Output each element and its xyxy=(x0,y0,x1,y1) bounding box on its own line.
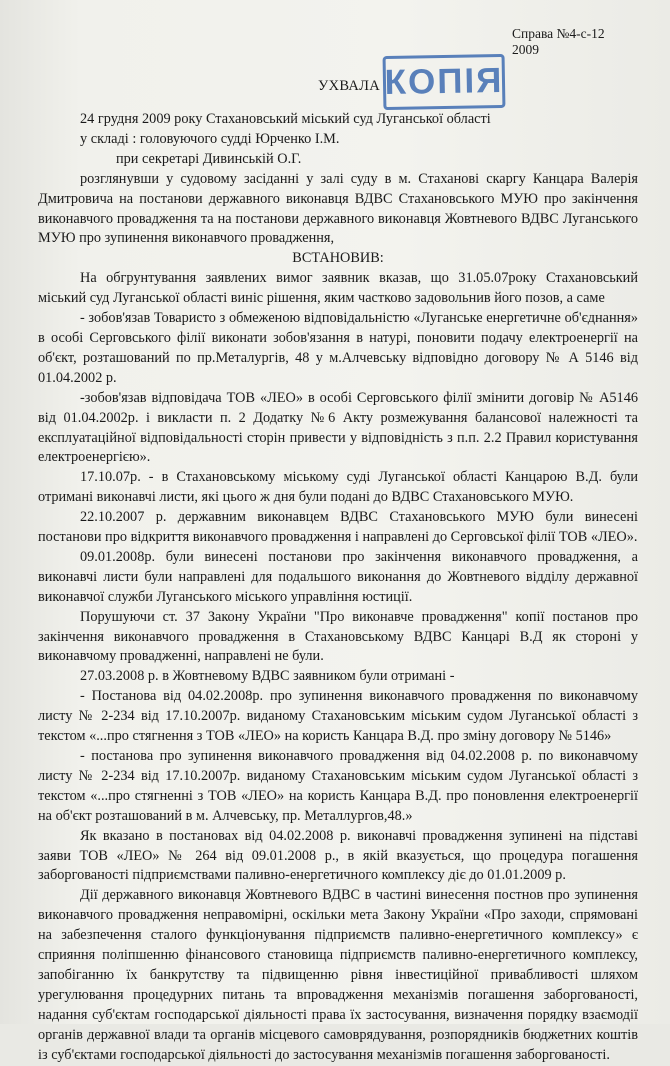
document-body xyxy=(38,110,638,1066)
document-title: УХВАЛА xyxy=(318,78,381,94)
body-paragraph: - зобов'язав Товаристо з обмеженою відповідальністю «Луганське енергетичне об'єднання» в особі Серговського філії виконати зобов'язання в натурі, поновити подачу електроенергії на об'єкт, розташований по пр.Металургів, 48 у м.Алчевську відповідно договору № А 5146 від 01.04.2002 р. xyxy=(38,310,638,386)
secretary-line: при секретарі Дивинській О.Г. xyxy=(116,150,302,167)
body-paragraph: - постанова про зупинення виконавчого провадження від 04.02.2008 р. по виконавчому листу № 2-234 від 17.10.2007р. виданому Стахановським міським судом Луганської області з текстом «...про стягненні з ТОВ «ЛЕО» на користь Канцара В.Д. про поновлення електроенергії на об'єкт розташований в м. Алчевську, пр. Металлургов,48.» xyxy=(38,748,638,824)
date-court-line: 24 грудня 2009 року Стахановський міський суд Луганської області xyxy=(80,111,491,127)
body-paragraph: 27.03.2008 р. в Жовтневому ВДВС заявником були отримані - xyxy=(80,668,455,685)
case-year-line: 2009 xyxy=(512,42,539,57)
body-paragraph: Як вказано в постановах від 04.02.2008 р. виконавчі провадження зупинені на підставі заяви ТОВ «ЛЕО» № 264 від 09.01.2008 р., в якій вказується, що процедура погашення заборгованості підприємствами паливно-енергетичного комплексу діє до 01.01.2009 р. xyxy=(38,827,638,884)
established-heading: ВСТАНОВИВ: xyxy=(292,250,384,267)
body-paragraph: На обгрунтування заявлених вимог заявник вказав, що 31.05.07року Стахановський міський суд Луганської області виніс рішення, яким частково задовольнив його позов, а саме xyxy=(38,270,638,307)
body-paragraph: 09.01.2008р. були винесені постанови про закінчення виконавчого провадження, а виконавчі листи були направлені для подальшого виконання до Жовтневого відділу державної виконавчої служби Луганського міського управління юстиції. xyxy=(38,548,638,605)
body-paragraph: 17.10.07р. - в Стахановському міському суді Луганської області Канцарою В.Д. були отримані виконавчі листи, які цього ж дня були подані до ВДВС Стахановського МУЮ. xyxy=(38,469,638,506)
case-number xyxy=(512,26,605,58)
case-number-line: Справа №4-с-12 xyxy=(512,26,605,41)
body-paragraph: Порушуючи ст. 37 Закону України "Про виконавче провадження" копії постанов про закінчення виконавчого провадження в Стахановському ВДВС Канцарі В.Д як стороні у виконавчому провадженні, направлені не були. xyxy=(38,608,638,665)
body-paragraph: 22.10.2007 р. державним виконавцем ВДВС Стахановського МУЮ були винесені постанови про відкриття виконавчого провадження і направлені до Серговської філії ТОВ «ЛЕО». xyxy=(38,509,638,546)
body-paragraph: - Постанова від 04.02.2008р. про зупинення виконавчого провадження по виконавчому листу № 2-234 від 17.10.2007р. виданому Стахановським міським судом Луганської області з текстом «...про стягнення з ТОВ «ЛЕО» на користь Канцара В.Д. про зміну договору № 5146» xyxy=(38,688,638,745)
body-paragraph: Дії державного виконавця Жовтневого ВДВС в частині винесення постнов про зупинення виконавчого провадження неправомірні, оскільки мета Закону України «Про заходи, спрямовані на забезпечення сталого функціонування підприємств паливно-енергетичного комплексу» є сприяння поліпшенню фінансового становища підприємств паливно-енергетичного комплексу, запобіганню їх банкрутству та підвищенню рівня інвестиційної привабливості шляхом урегулювання процедурних питань та впровадження механізмів погашення заборгованості, надання суб'єктам господарської діяльності права їх застосування, визначення порядку взаємодії органів державної влади та органів місцевого самоврядування, розпорядників бюджетних коштів із суб'єктами господарської діяльності до застосування механізмів погашення заборгованості. xyxy=(38,887,638,1063)
composition-line: у складі : головуючого судді Юрченко І.М. xyxy=(80,130,340,147)
considered-paragraph: розглянувши у судовому засіданні у залі суду в м. Стаханові скаргу Канцара Валерія Дмитровича на постанови державного виконавця ВДВС Стахановського МУЮ про закінчення виконавчого провадження та на постанови державного виконавця Жовтневого ВДВС Луганського МУЮ про зупинення виконавчого провадження, xyxy=(38,170,638,247)
copy-stamp: КОПІЯ xyxy=(383,54,506,110)
body-paragraph: -зобов'язав відповідача ТОВ «ЛЕО» в особі Серговського філії змінити договір № А5146 від 01.04.2002р. і викласти п. 2 Додатку №6 Акту розмежування балансової належності та експлуатаційної відповідальності сторін привести у відповідність з п.п. 2.2 Правил користування електроенергією». xyxy=(38,389,638,466)
